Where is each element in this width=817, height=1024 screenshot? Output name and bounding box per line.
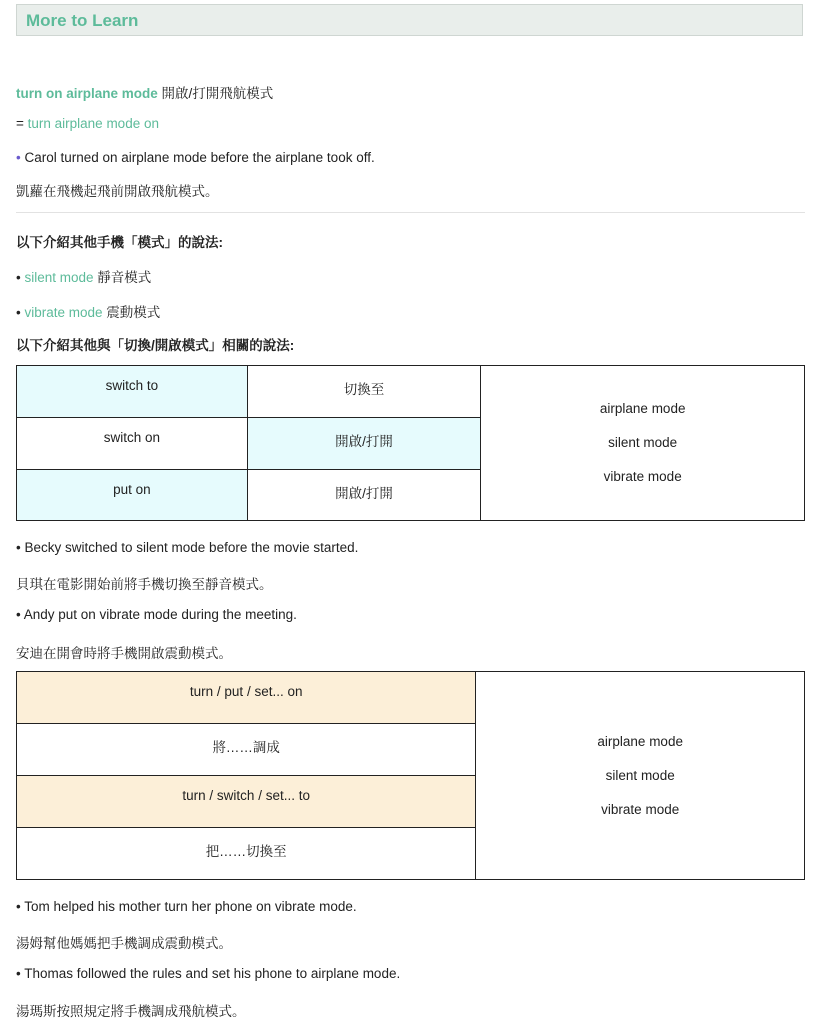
intro2: 以下介紹其他與「切換/開啟模式」相關的說法: bbox=[16, 338, 295, 353]
table-cell: switch to bbox=[17, 366, 248, 418]
alternate-line bbox=[16, 116, 159, 131]
bullet: • bbox=[16, 270, 25, 285]
phrase-table-2 bbox=[16, 671, 805, 880]
alternate-prefix: = bbox=[16, 116, 28, 131]
section-header bbox=[16, 4, 803, 36]
table-cell: 開啟/打開 bbox=[247, 470, 481, 521]
bullet: • bbox=[16, 305, 25, 320]
table-cell: 將……調成 bbox=[17, 724, 476, 776]
objects-cell bbox=[481, 366, 805, 521]
phrase-term: turn on airplane mode bbox=[16, 86, 158, 101]
example3-en: • Andy put on vibrate mode during the meeting. bbox=[16, 607, 297, 622]
example1-zh: 凱蘿在飛機起飛前開啟飛航模式。 bbox=[16, 184, 219, 199]
mode-item-silent bbox=[16, 266, 151, 286]
object-item: silent mode bbox=[605, 767, 675, 783]
mode-item-vibrate bbox=[16, 301, 160, 321]
phrase-table-1 bbox=[16, 365, 805, 521]
table-cell: 切換至 bbox=[247, 366, 481, 418]
object-item: silent mode bbox=[608, 435, 678, 450]
table-cell: switch on bbox=[17, 418, 248, 470]
example1-en-text: Carol turned on airplane mode before the airplane took off. bbox=[20, 150, 375, 165]
example1-en bbox=[16, 150, 375, 165]
mode-translation: 靜音模式 bbox=[93, 270, 152, 285]
table-cell: 把……切換至 bbox=[17, 828, 476, 880]
example5-zh: 湯瑪斯按照規定將手機調成飛航模式。 bbox=[16, 1004, 246, 1019]
table-cell: put on bbox=[17, 470, 248, 521]
mode-term: vibrate mode bbox=[24, 305, 103, 320]
object-item: vibrate mode bbox=[603, 469, 682, 484]
divider bbox=[16, 212, 805, 213]
table-cell: 開啟/打開 bbox=[247, 418, 481, 470]
example4-zh: 湯姆幫他媽媽把手機調成震動模式。 bbox=[16, 936, 232, 951]
object-item: airplane mode bbox=[599, 401, 686, 416]
example4-en: • Tom helped his mother turn her phone on vibrate mode. bbox=[16, 899, 357, 914]
mode-translation: 震動模式 bbox=[102, 305, 161, 320]
section-title: More to Learn bbox=[26, 11, 139, 30]
object-item: vibrate mode bbox=[601, 801, 680, 817]
table-cell: turn / put / set... on bbox=[17, 672, 476, 724]
bullet: • bbox=[16, 150, 21, 165]
example3-zh: 安迪在開會時將手機開啟震動模式。 bbox=[16, 646, 232, 661]
alternate-term: turn airplane mode on bbox=[27, 116, 159, 131]
phrase-translation: 開啟/打開飛航模式 bbox=[161, 86, 274, 101]
example5-en: • Thomas followed the rules and set his phone to airplane mode. bbox=[16, 966, 401, 981]
example2-en: • Becky switched to silent mode before the movie started. bbox=[16, 540, 359, 555]
mode-term: silent mode bbox=[24, 270, 94, 285]
object-item: airplane mode bbox=[597, 733, 683, 749]
table-cell: turn / switch / set... to bbox=[17, 776, 476, 828]
phrase-line bbox=[16, 82, 273, 102]
intro1: 以下介紹其他手機「模式」的說法: bbox=[16, 235, 223, 250]
example2-zh: 貝琪在電影開始前將手機切換至靜音模式。 bbox=[16, 577, 273, 592]
objects-cell bbox=[476, 672, 805, 880]
